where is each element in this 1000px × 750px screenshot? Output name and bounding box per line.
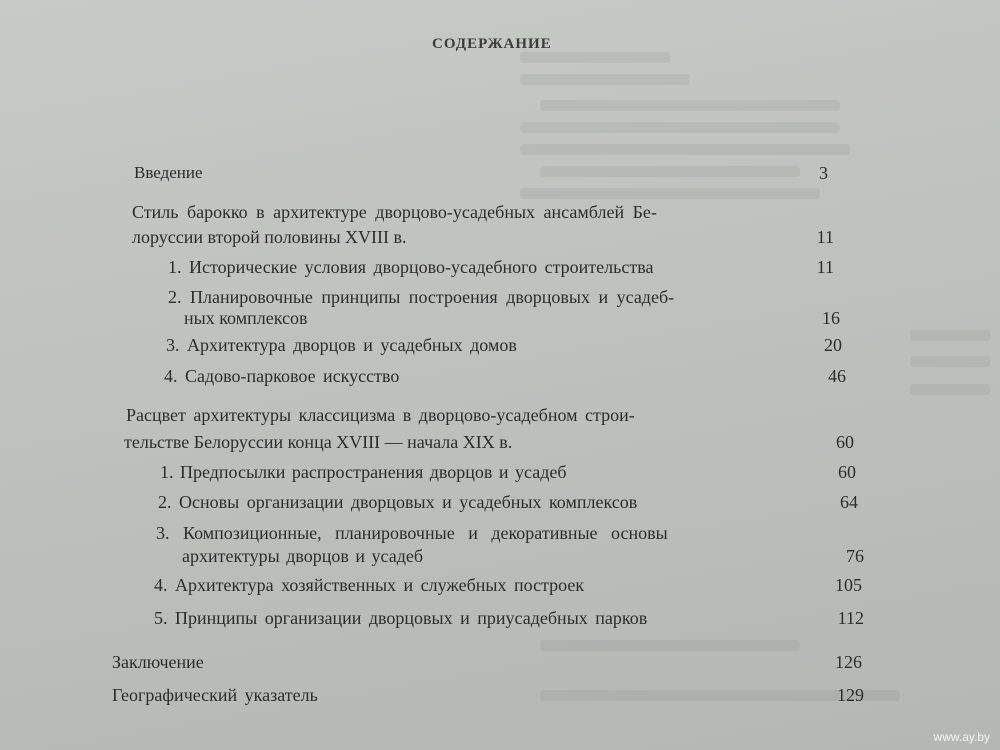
toc-entry-title: Географический указатель — [112, 685, 318, 705]
toc-entry-page: 11 — [816, 257, 834, 277]
toc-entry — [0, 545, 1000, 575]
toc-entry — [0, 684, 1000, 714]
toc-entry-title: архитектуры дворцов и усадеб — [182, 546, 424, 566]
page-title: СОДЕРЖАНИЕ — [432, 36, 552, 52]
toc-entry-page: 16 — [822, 308, 840, 328]
toc-entry-page: 3 — [819, 163, 828, 183]
toc-entry — [0, 256, 1000, 286]
toc-entry — [0, 431, 1000, 461]
toc-entry-title: 4. Архитектура хозяйственных и служебных построек — [154, 575, 585, 595]
toc-entry-title: 3. Композиционные, планировочные и декоративные основы — [156, 523, 668, 543]
toc-entry-page: 105 — [835, 575, 862, 595]
toc-entry — [0, 334, 1000, 364]
toc-entry-title: Стиль барокко в архитектуре дворцово-усадебных ансамблей Бе- — [132, 202, 657, 222]
toc-entry-title: ных комплексов — [184, 308, 308, 328]
toc-entry — [0, 162, 1000, 192]
watermark: www.ay.by — [933, 730, 990, 744]
toc-entry-title: 1. Предпосылки распространения дворцов и усадеб — [160, 462, 567, 482]
toc-entry-page: 64 — [840, 492, 858, 512]
toc-entry-title: 2. Основы организации дворцовых и усадебных комплексов — [158, 492, 638, 512]
toc-entry-title: 3. Архитектура дворцов и усадебных домов — [166, 335, 517, 355]
toc-entry — [0, 226, 1000, 256]
toc-entry-page: 20 — [824, 335, 842, 355]
toc-entry-page: 129 — [837, 685, 864, 705]
toc-entry — [0, 307, 1000, 337]
toc-entry-title: Введение — [134, 163, 203, 182]
toc-entry-page: 76 — [846, 546, 864, 566]
toc-entry-page: 11 — [816, 227, 834, 247]
toc-entry — [0, 491, 1000, 521]
toc-entry-page: 126 — [835, 652, 862, 672]
toc-entry-page: 60 — [836, 432, 854, 452]
toc-entry — [0, 651, 1000, 681]
toc-entry — [0, 461, 1000, 491]
toc-entry-page: 112 — [837, 608, 864, 628]
toc-entry-title: тельстве Белоруссии конца XVIII — начала XIX в. — [124, 432, 513, 452]
toc-entry — [0, 404, 1000, 434]
toc-entry — [0, 365, 1000, 395]
toc-entry — [0, 607, 1000, 637]
toc-entry-title: 5. Принципы организации дворцовых и приусадебных парков — [154, 608, 648, 628]
toc-entry-title: Расцвет архитектуры классицизма в дворцово-усадебном строи- — [126, 405, 635, 425]
toc-entry-page: 60 — [838, 462, 856, 482]
toc-entry-title: 1. Исторические условия дворцово-усадебного строительства — [168, 257, 654, 277]
toc-entry-title: лоруссии второй половины XVIII в. — [132, 227, 407, 247]
toc-entry-title: 2. Планировочные принципы построения дворцовых и усадеб- — [168, 287, 675, 307]
toc-entry-page: 46 — [828, 366, 846, 386]
toc-entry — [0, 574, 1000, 604]
toc-entry-title: 4. Садово-парковое искусство — [164, 366, 400, 386]
toc-entry-title: Заключение — [112, 652, 204, 672]
